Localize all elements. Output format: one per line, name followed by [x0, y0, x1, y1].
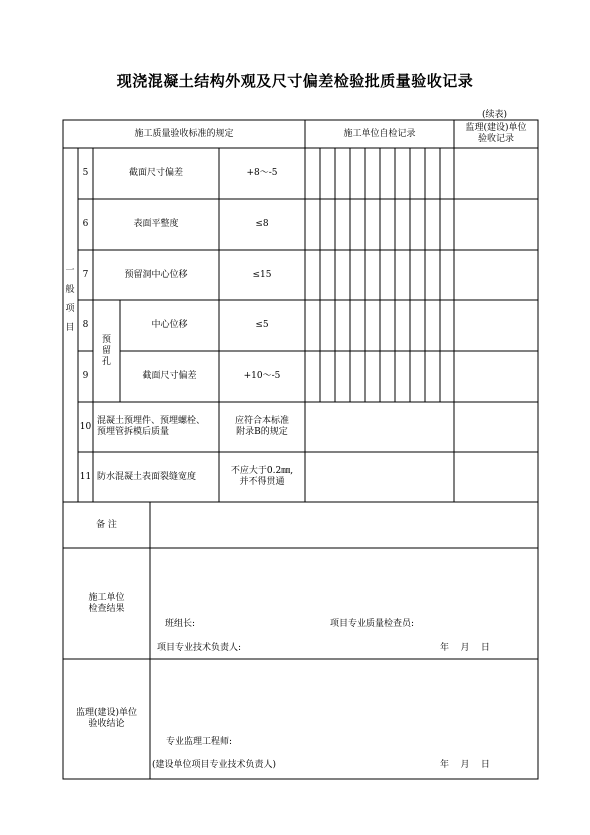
item-standard: 不应大于0.2㎜, 并不得贯通 — [230, 466, 294, 487]
item-standard: ≤15 — [252, 269, 272, 280]
category-label: 一 般 项 目 — [65, 266, 75, 333]
construction-date: 年 月 日 — [440, 643, 490, 653]
item-standard: ≤8 — [255, 219, 269, 229]
construction-result-label: 施工单位 检查结果 — [88, 592, 125, 614]
item-name: 表面平整度 — [133, 219, 179, 229]
remarks-label: 备 注 — [96, 519, 117, 530]
continuation-label: (续表) — [482, 110, 508, 120]
remarks-field[interactable] — [150, 502, 538, 548]
item-name: 截面尺寸偏差 — [142, 371, 197, 381]
item-standard: ≤5 — [255, 320, 269, 330]
item-number: 6 — [82, 219, 89, 229]
item-name: 预留洞中心位移 — [124, 269, 188, 280]
supervising-engineer-label: 专业监理工程师: — [166, 737, 233, 747]
page-title: 现浇混凝土结构外观及尺寸偏差检验批质量验收记录 — [116, 72, 474, 90]
header-standard: 施工质量验收标准的规定 — [134, 128, 234, 139]
item-number: 10 — [79, 421, 92, 432]
item-standard: +10〜-5 — [243, 371, 281, 381]
item-standard: 应符合本标准 附录B的规定 — [234, 416, 289, 437]
tech-lead-label: 项目专业技术负责人: — [157, 643, 242, 653]
item-standard: +8〜-5 — [246, 168, 278, 178]
quality-inspector-label: 项目专业质量检查员: — [330, 619, 415, 629]
header-supervision: 监理(建设)单位 验收记录 — [465, 123, 527, 144]
item-name: 防水混凝土表面裂缝宽度 — [97, 471, 197, 482]
owner-rep-label: (建设单位项目专业技术负责人) — [152, 760, 277, 770]
item-number: 8 — [82, 320, 89, 330]
header-self-check: 施工单位自检记录 — [343, 128, 416, 139]
supervision-conclusion-label: 监理(建设)单位 验收结论 — [75, 708, 138, 729]
item-name: 混凝土预埋件、预埋螺栓、 预埋管拆模后质量 — [97, 416, 206, 437]
team-leader-label: 班组长: — [165, 619, 196, 629]
item-number: 7 — [82, 269, 89, 280]
item-number: 5 — [82, 168, 89, 178]
item-name: 截面尺寸偏差 — [128, 168, 183, 178]
supervision-date: 年 月 日 — [440, 760, 490, 770]
item-number: 9 — [82, 371, 89, 381]
item-number: 11 — [79, 471, 92, 482]
item-name: 中心位移 — [151, 320, 188, 330]
sub-category-label: 预 留 孔 — [101, 334, 111, 367]
